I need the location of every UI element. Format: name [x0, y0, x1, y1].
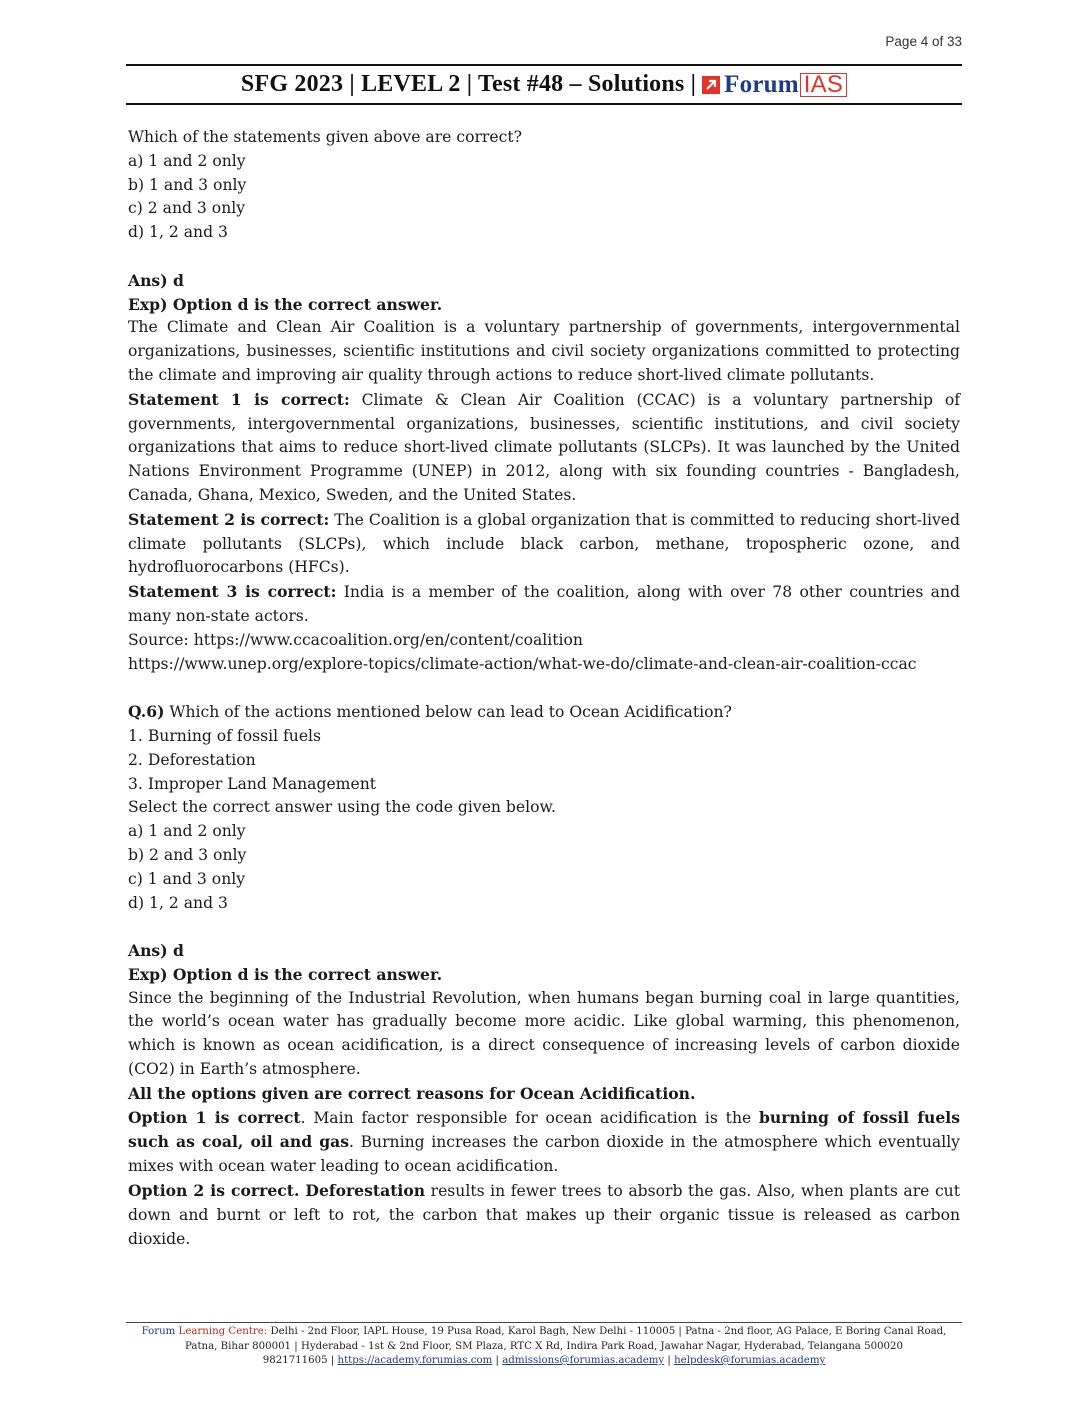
page-footer	[126, 1325, 962, 1369]
q5-source-2: https://www.unep.org/explore-topics/climate-action/what-we-do/climate-and-clean-air-coalition-ccac	[128, 654, 917, 673]
q6-answer: Ans) d	[128, 941, 184, 961]
q5-statement-3: Statement 3 is correct: India is a member of the coalition, along with over 78 other countries and many non-state actors.	[128, 582, 961, 625]
footer-contacts: 9821711605 | https://academy.forumias.com | admissions@forumias.academy | helpdesk@forumias.academy	[262, 1355, 826, 1366]
q5-option-a: a) 1 and 2 only	[128, 151, 246, 170]
admissions-email-link[interactable]: admissions@forumias.academy	[502, 1355, 665, 1366]
q6-option-a: a) 1 and 2 only	[128, 822, 246, 841]
logo-ias-text: IAS	[800, 73, 847, 97]
header-title: SFG 2023 | LEVEL 2 | Test #48 – Solutions |	[240, 71, 697, 97]
q5-option-c: c) 2 and 3 only	[128, 199, 246, 218]
q5-answer: Ans) d	[128, 270, 184, 290]
q6-explanation-head: Exp) Option d is the correct answer.	[128, 964, 443, 984]
footer-rule	[126, 1322, 962, 1323]
academy-link[interactable]: https://academy.forumias.com	[337, 1355, 493, 1366]
q6-option-1-explanation: Option 1 is correct. Main factor responsible for ocean acidification is the burning of fossil fuels such as coal, oil and gas. Burning increases the carbon dioxide in the atmosphere which eventually mixes with ocean water leading to ocean acidification.	[128, 1107, 961, 1176]
q5-intro: The Climate and Clean Air Coalition is a voluntary partnership of governments, intergovernmental organizations, businesses, scientific institutions and civil society organizations committed to protecting the climate and improving air quality through actions to reduce short-lived climate pollutants.	[128, 318, 960, 384]
q5-statement-1: Statement 1 is correct: Climate & Clean Air Coalition (CCAC) is a voluntary partnership of governments, intergovernmental organizations, businesses, scientific institutions, and civil society organizations that aims to reduce short-lived climate pollutants (SLCPs). It was launched by the United Nations Environment Programme (UNEP) in 2012, along with six founding countries - Bangladesh, Canada, Ghana, Mexico, Sweden, and the United States.	[128, 389, 960, 504]
q6-intro: Since the beginning of the Industrial Revolution, when humans began burning coal in large quantities, the world’s ocean water has gradually become more acidic. Like global warming, this phenomenon, which is known as ocean acidification, is a direct consequence of increasing levels of carbon dioxide (CO2) in Earth’s atmosphere.	[128, 988, 960, 1079]
q6-item-3: 3. Improper Land Management	[128, 774, 377, 793]
forumias-logo	[702, 71, 847, 99]
page-number: Page 4 of 33	[885, 34, 962, 49]
helpdesk-email-link[interactable]: helpdesk@forumias.academy	[674, 1355, 826, 1366]
q5-option-d: d) 1, 2 and 3	[128, 223, 228, 242]
q6-option-b: b) 2 and 3 only	[128, 845, 247, 864]
q6-option-2-explanation: Option 2 is correct. Deforestation results in fewer trees to absorb the gas. Also, when plants are cut down and burnt or left to rot, the carbon that makes up their organic tissue is released as carbon dioxide.	[128, 1181, 960, 1248]
header-bottom-rule	[126, 103, 962, 105]
q5-option-b: b) 1 and 3 only	[128, 175, 247, 194]
q6-item-2: 2. Deforestation	[128, 750, 256, 769]
logo-forum-text: Forum	[724, 70, 799, 98]
arrow-up-right-icon	[702, 76, 720, 94]
q6-all-correct: All the options given are correct reasons for Ocean Acidification.	[128, 1083, 696, 1103]
footer-address-line-2: Patna, Bihar 800001 | Hyderabad - 1st & 2nd Floor, SM Plaza, RTC X Rd, Indira Park Road, Jawahar Nagar, Hyderabad, Telangana 500020	[184, 1340, 904, 1352]
document-body	[128, 126, 960, 1251]
page-header	[126, 66, 962, 103]
footer-phone: 9821711605	[262, 1355, 328, 1366]
q5-explanation-head: Exp) Option d is the correct answer.	[128, 294, 443, 314]
q6-item-1: 1. Burning of fossil fuels	[128, 726, 322, 745]
q6-instruction: Select the correct answer using the code given below.	[128, 798, 556, 817]
q5-question: Which of the statements given above are correct?	[128, 128, 522, 146]
q6-question: Q.6) Which of the actions mentioned below can lead to Ocean Acidification?	[128, 702, 732, 722]
q6-option-c: c) 1 and 3 only	[128, 869, 246, 888]
q5-statement-2: Statement 2 is correct: The Coalition is a global organization that is committed to reducing short-lived climate pollutants (SLCPs), which include black carbon, methane, tropospheric ozone, and hydrofluorocarbons (HFCs).	[128, 509, 960, 577]
footer-address-line-1: Forum Learning Centre: Delhi - 2nd Floor, IAPL House, 19 Pusa Road, Karol Bagh, New Delhi - 110005 | Patna - 2nd floor, AG Palace, E Boring Canal Road,	[141, 1326, 947, 1337]
q5-source-1: Source: https://www.ccacoalition.org/en/content/coalition	[128, 630, 583, 649]
q6-option-d: d) 1, 2 and 3	[128, 893, 228, 912]
